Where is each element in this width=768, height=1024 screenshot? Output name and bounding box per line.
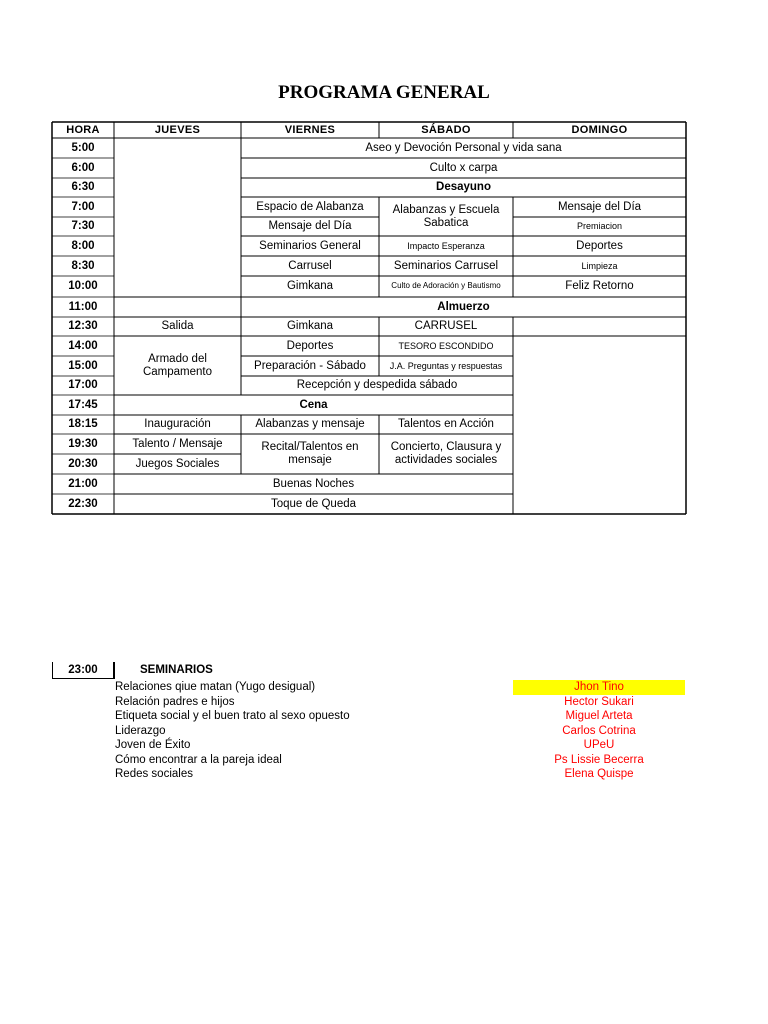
cell-buenas-noches-row: Buenas Noches [272, 477, 355, 490]
seminar-speaker: Carlos Cotrina [562, 724, 636, 737]
cell-juegos-sociales: Juegos Sociales [135, 457, 220, 470]
hour-cell: 14:00 [68, 339, 98, 352]
cell-ja-preguntas: J.A. Preguntas y respuestas [389, 360, 503, 371]
cell-espacio-alabanza: Espacio de Alabanza [256, 200, 364, 213]
cell-feliz-retorno: Feliz Retorno [565, 280, 634, 293]
seminar-speaker: Ps Lissie Becerra [554, 753, 644, 766]
cell-premiacion: Premiacion [576, 221, 623, 232]
cell-toque-queda-row: Toque de Queda [270, 497, 357, 510]
hour-cell: 6:30 [71, 181, 95, 194]
seminarios-hour: 23:00 [68, 664, 98, 676]
cell-header-viernes: VIERNES [284, 123, 336, 136]
seminar-topic: Etiqueta social y el buen trato al sexo opuesto [115, 710, 350, 722]
hour-cell: 6:00 [71, 161, 95, 174]
cell-jueves-blank [114, 138, 241, 297]
seminar-speaker: Jhon Tino [513, 680, 685, 695]
cell-domingo-blank-afternoon [513, 336, 686, 514]
hour-cell: 15:00 [68, 359, 98, 372]
cell-desayuno-row: Desayuno [436, 181, 491, 194]
seminar-speaker: Miguel Arteta [565, 710, 633, 722]
cell-talentos-accion: Talentos en Acción [398, 418, 494, 431]
cell-gimkana-viernes-2: Gimkana [286, 320, 334, 333]
cell-gimkana-viernes-1: Gimkana [286, 280, 334, 293]
cell-alabanzas-mensaje: Alabanzas y mensaje [255, 418, 365, 431]
page-title: PROGRAMA GENERAL [278, 82, 490, 103]
seminar-topic: Cómo encontrar a la pareja ideal [115, 753, 282, 766]
seminarios-title: SEMINARIOS [140, 664, 213, 676]
seminar-speaker: Elena Quispe [564, 768, 634, 780]
cell-seminarios-general: Seminarios General [259, 239, 361, 252]
cell-deportes-domingo: Deportes [576, 239, 623, 252]
cell-recital-talentos: Recital/Talentos en mensaje [261, 441, 359, 466]
seminar-topic: Relación padres e hijos [115, 695, 235, 708]
seminar-topic: Liderazgo [115, 724, 166, 737]
seminar-topic: Joven de Éxito [115, 739, 191, 751]
seminar-topic: Redes sociales [115, 768, 193, 780]
cell-almuerzo-row: Almuerzo [437, 300, 490, 313]
cell-cena-row: Cena [299, 398, 328, 411]
cell-deportes-viernes: Deportes [286, 339, 334, 352]
cell-domingo-blank-1230 [513, 317, 686, 336]
cell-talento-mensaje: Talento / Mensaje [132, 437, 223, 450]
cell-preparacion-sabado: Preparación - Sábado [254, 359, 366, 372]
hour-cell: 8:30 [71, 259, 95, 272]
hour-cell: 21:00 [68, 477, 98, 490]
cell-header-hora: HORA [66, 123, 100, 136]
cell-mensaje-dia-viernes: Mensaje del Día [268, 220, 352, 233]
seminar-topic: Relaciones qiue matan (Yugo desigual) [115, 681, 316, 693]
cell-tesoro-escondido: TESORO ESCONDIDO [398, 340, 494, 351]
cell-culto-adoracion: Culto de Adoración y Bautismo [391, 281, 501, 291]
cell-salida: Salida [161, 320, 194, 333]
cell-impacto-esperanza: Impacto Esperanza [407, 240, 485, 251]
hour-cell: 11:00 [68, 300, 98, 313]
hour-cell: 10:00 [68, 280, 98, 293]
cell-header-jueves: JUEVES [154, 123, 201, 136]
hour-cell: 7:00 [71, 200, 95, 213]
cell-inauguracion: Inauguración [144, 418, 211, 431]
hour-cell: 12:30 [68, 320, 98, 333]
cell-seminarios-carrusel: Seminarios Carrusel [393, 259, 499, 272]
seminar-speaker: Hector Sukari [564, 695, 634, 708]
cell-header-domingo: DOMINGO [571, 123, 628, 136]
hour-cell: 18:15 [68, 418, 98, 431]
cell-concierto-clausura: Concierto, Clausura y actividades sociales [390, 441, 502, 466]
hour-cell: 17:45 [68, 398, 98, 411]
cell-aseo-row: Aseo y Devoción Personal y vida sana [365, 141, 562, 154]
hour-cell: 22:30 [68, 497, 98, 510]
hour-cell: 8:00 [71, 239, 95, 252]
hour-cell: 17:00 [68, 379, 98, 392]
cell-mensaje-dia-domingo: Mensaje del Día [557, 200, 642, 213]
cell-limpieza: Limpieza [581, 260, 618, 271]
cell-armado-campamento: Armado del Campamento [142, 352, 213, 378]
cell-header-sabado: SÁBADO [421, 123, 471, 136]
hour-cell: 7:30 [71, 220, 95, 233]
hour-cell: 19:30 [68, 437, 98, 450]
seminar-speaker: UPeU [583, 739, 615, 751]
cell-culto-carpa-row: Culto x carpa [429, 161, 498, 174]
cell-carrusel-viernes: Carrusel [288, 259, 332, 272]
cell-alabanzas-escuela: Alabanzas y Escuela Sabatica [392, 203, 500, 229]
cell-recepcion-despedida: Recepción y despedida sábado [296, 379, 458, 392]
hour-cell: 5:00 [71, 141, 95, 154]
hour-cell: 20:30 [68, 457, 98, 470]
cell-carrusel-sabado: CARRUSEL [414, 320, 478, 333]
